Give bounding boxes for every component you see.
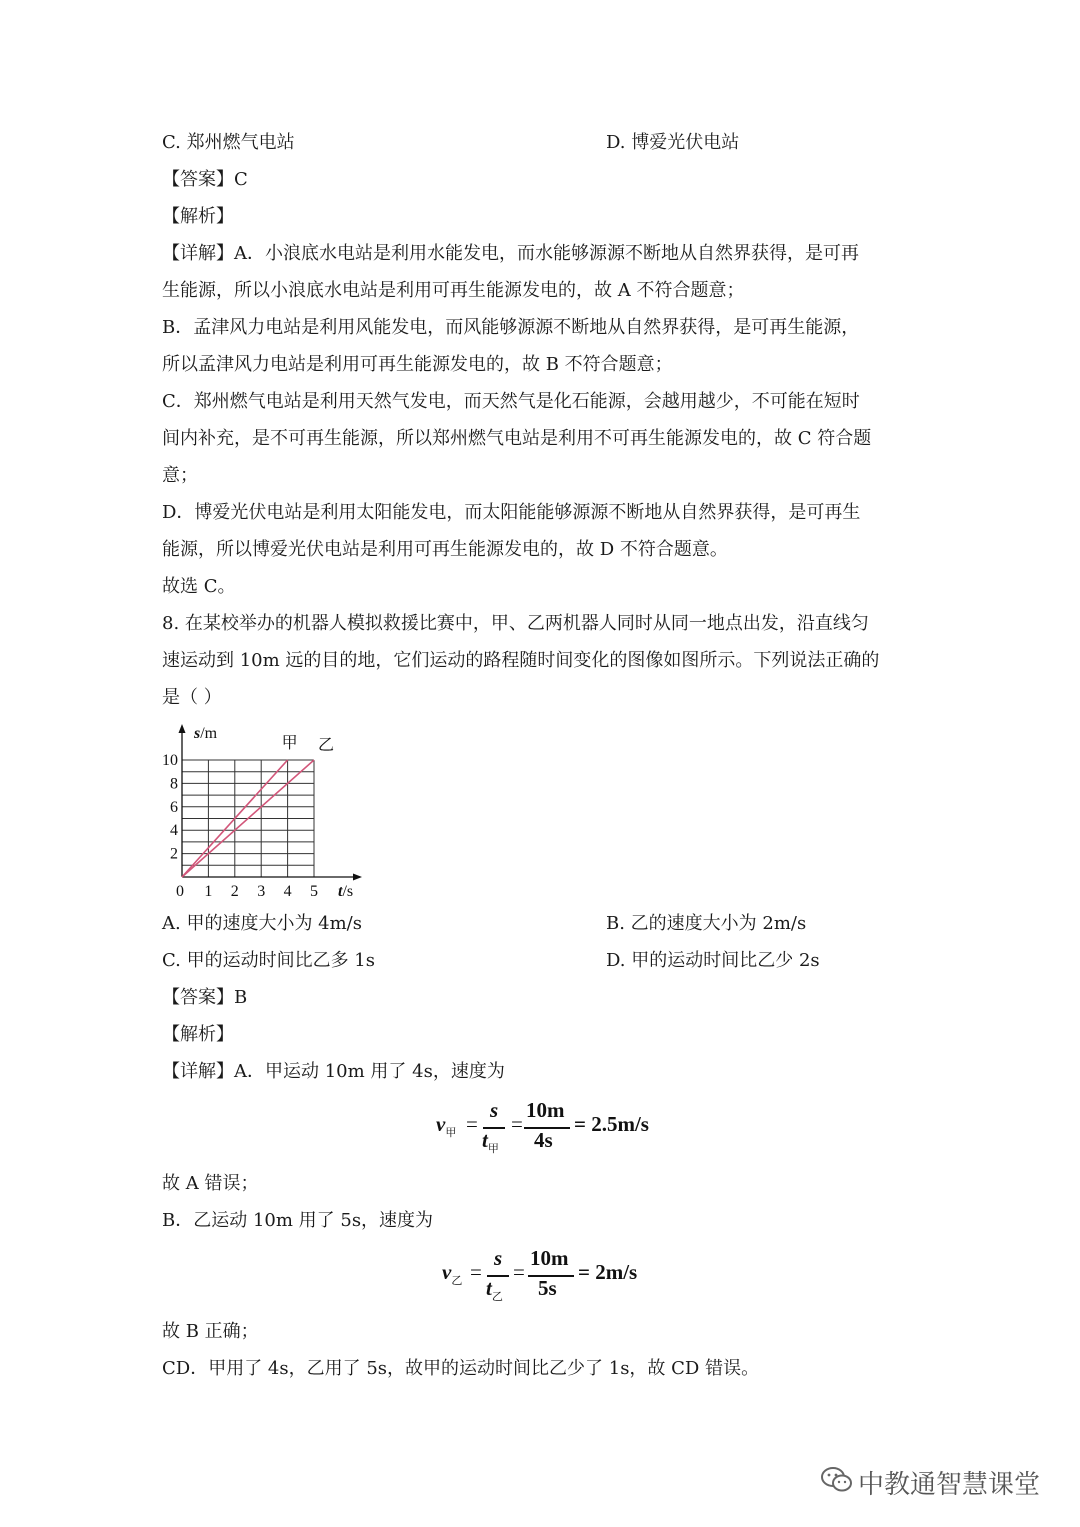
formula-b-s: s [494,1246,503,1270]
formula-b-eq1: = [470,1260,482,1284]
x-tick-label: 4 [283,883,292,900]
wechat-icon [820,1466,854,1494]
y-axis-label: s/m [194,725,218,742]
q8-option-b: B. 乙的速度大小为 2m/s [606,913,807,934]
formula-a-eq2: = [511,1112,523,1136]
formula-b [442,1246,662,1306]
y-tick-label: 6 [170,798,178,816]
q8-a-wrong: 故 A 错误； [162,1173,259,1194]
formula-a-result: = 2.5m/s [574,1112,649,1136]
y-tick-label: 10 [162,752,178,769]
q8-option-d: D. 甲的运动时间比乙少 2s [606,950,820,971]
series-label: 甲 [281,735,298,752]
x-axis-arrow [353,874,362,881]
formula-a-den: 4s [534,1128,553,1152]
q8-stem-line: 速运动到 10m 远的目的地，它们运动的路程随时间变化的图像如图所示。下列说法正确的 [162,650,880,671]
q8-analysis-label: 【解析】 [162,1024,234,1045]
x-tick-label: 5 [310,883,318,900]
y-axis-arrow [179,724,186,733]
q7-detail-line: B．孟津风力电站是利用风能发电，而风能够源源不断地从自然界获得，是可再生能源， [162,317,860,338]
q8-stem-line: 8. 在某校举办的机器人模拟救援比赛中，甲、乙两机器人同时从同一地点出发，沿直线匀 [162,613,869,634]
q7-detail-line: 【详解】A．小浪底水电站是利用水能发电，而水能够源源不断地从自然界获得，是可再 [162,243,859,264]
formula-b-eq2: = [513,1260,525,1284]
q8-stem-line: 是（ ） [162,687,222,708]
watermark-text: 中教通智慧课堂 [858,1470,1041,1500]
q7-option-c: C. 郑州燃气电站 [162,132,295,153]
series-label: 乙 [318,737,335,754]
q7-conclusion: 故选 C。 [162,576,236,597]
formula-a-s: s [490,1098,499,1122]
formula-b-v: v [442,1260,452,1284]
q7-detail-line: 间内补充，是不可再生能源，所以郑州燃气电站是利用不可再生能源发电的，故 C 符合题 [162,428,872,449]
q8-detail-b: B．乙运动 10m 用了 5s，速度为 [162,1210,434,1231]
formula-b-t: t [486,1276,492,1300]
x-axis-label: t/s [338,883,354,900]
formula-a-t-sub: 甲 [487,1143,499,1155]
q7-detail-line: D．博爱光伏电站是利用太阳能发电，而太阳能能够源源不断地从自然界获得，是可再生 [162,502,861,523]
q7-detail-line: 意； [162,465,198,486]
formula-b-num: 10m [530,1246,569,1270]
x-tick-label: 1 [204,883,213,900]
formula-a [436,1098,656,1158]
q8-detail-cd: CD．甲用了 4s，乙用了 5s，故甲的运动时间比乙少了 1s，故 CD 错误。 [162,1358,760,1379]
formula-a-v: v [436,1112,446,1136]
q7-detail-line: 所以孟津风力电站是利用可再生能源发电的，故 B 不符合题意； [162,354,673,375]
q8-option-c: C. 甲的运动时间比乙多 1s [162,950,375,971]
q8-b-right: 故 B 正确； [162,1321,259,1342]
formula-b-result: = 2m/s [578,1260,638,1284]
watermark [820,1460,1060,1500]
x-tick-label: 2 [230,883,239,900]
q8-answer: 【答案】B [162,987,248,1008]
q7-analysis-label: 【解析】 [162,206,234,227]
formula-a-v-sub: 甲 [445,1127,457,1139]
q7-detail-line: 能源，所以博爱光伏电站是利用可再生能源发电的，故 D 不符合题意。 [162,539,728,560]
formula-b-t-sub: 乙 [491,1291,503,1303]
y-tick-label: 4 [170,822,178,840]
y-tick-label: 8 [170,775,178,793]
q8-option-a: A. 甲的速度大小为 4m/s [162,913,362,934]
q7-option-d: D. 博爱光伏电站 [606,132,740,153]
y-tick-label: 2 [170,845,178,863]
formula-b-v-sub: 乙 [451,1275,463,1287]
q7-answer: 【答案】C [162,169,248,190]
formula-a-num: 10m [526,1098,565,1122]
origin-label: 0 [176,883,184,900]
q8-detail-a: 【详解】A．甲运动 10m 用了 4s，速度为 [162,1061,505,1082]
formula-a-eq1: = [466,1112,478,1136]
formula-b-den: 5s [538,1276,557,1300]
x-tick-label: 3 [257,883,266,900]
q7-detail-line: 生能源，所以小浪底水电站是利用可再生能源发电的，故 A 不符合题意； [162,280,745,301]
formula-a-t: t [482,1128,488,1152]
q7-detail-line: C．郑州燃气电站是利用天然气发电，而天然气是化石能源，会越用越少，不可能在短时 [162,391,860,412]
st-graph [160,720,370,905]
